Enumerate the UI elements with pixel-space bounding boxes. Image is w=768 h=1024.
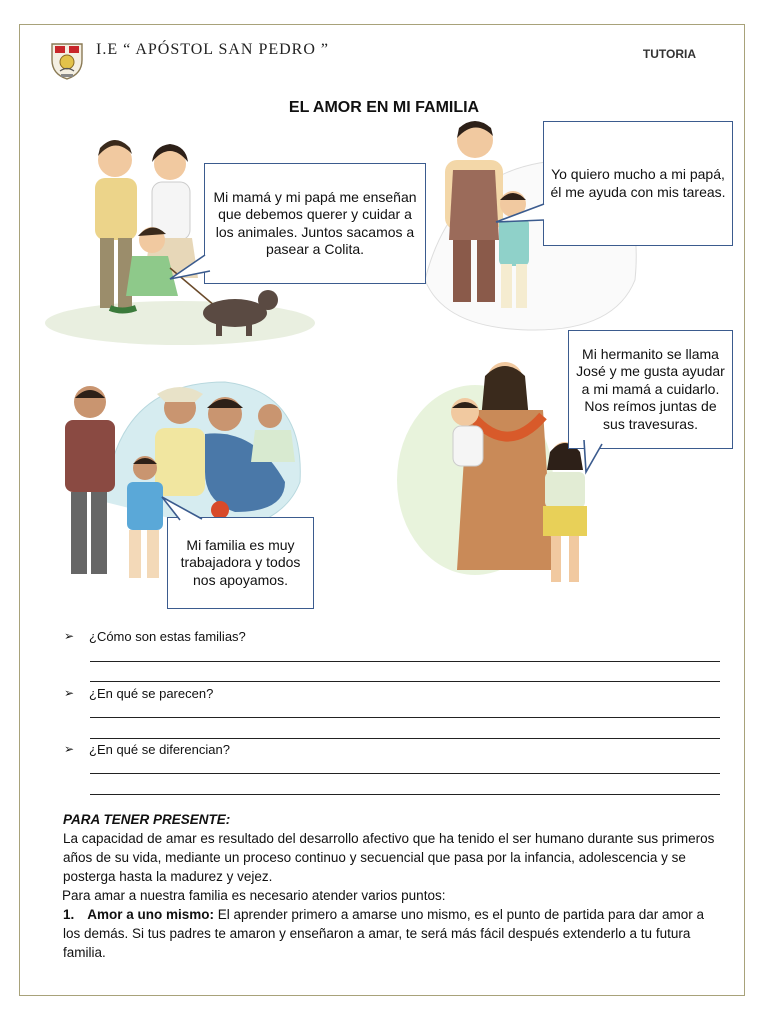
point-number: 1.	[63, 907, 75, 922]
point-text: El aprender primero a amarse uno mismo, es el punto de partida para dar amor a los demás. Si tus padres te amaron y enseñaron a amar, te será más fácil después extenderlo a tu futura familia.	[63, 907, 705, 960]
document-title: EL AMOR EN MI FAMILIA	[288, 99, 480, 116]
question-text: ¿En qué se parecen?	[89, 686, 214, 701]
answer-line[interactable]	[90, 681, 720, 682]
speech-bubble-little-brother: Mi hermanito se llama José y me gusta ayudar a mi mamá a cuidarlo. Nos reímos juntas de sus travesuras.	[568, 330, 733, 449]
bullet-arrow-icon: ➢	[64, 629, 75, 643]
header	[46, 38, 706, 82]
speech-bubble-tail	[494, 200, 554, 230]
speech-bubble-tail	[160, 495, 220, 525]
bullet-arrow-icon: ➢	[64, 686, 75, 700]
question-text: ¿En qué se diferencian?	[89, 742, 230, 757]
note-paragraph: La capacidad de amar es resultado del desarrollo afectivo que ha tenido el ser humano durante sus primeros años de su vida, mediante un proceso continuo y secuencial que pasa por la infancia, adolescencia y se posterga hasta la madurez y vejez.	[63, 831, 715, 884]
school-crest-logo	[46, 38, 88, 80]
speech-bubble-tail	[168, 255, 218, 285]
question-text: ¿Cómo son estas familias?	[89, 629, 246, 644]
note-title: PARA TENER PRESENTE:	[63, 812, 231, 827]
school-name: I.E “ APÓSTOL SAN PEDRO ”	[96, 41, 330, 58]
speech-bubble-tail	[580, 440, 620, 476]
answer-line[interactable]	[90, 717, 720, 718]
answer-line[interactable]	[90, 738, 720, 739]
note-section	[63, 810, 723, 962]
speech-bubble-animals: Mi mamá y mi papá me enseñan que debemos querer y cuidar a los animales. Juntos sacamos a pasear a Colita.	[204, 163, 426, 284]
answer-line[interactable]	[90, 794, 720, 795]
speech-bubble-hardworking: Mi familia es muy trabajadora y todos nos apoyamos.	[167, 517, 314, 609]
section-label: TUTORIA	[642, 47, 696, 61]
bullet-arrow-icon: ➢	[64, 742, 75, 756]
point-label: Amor a uno mismo:	[87, 907, 215, 922]
answer-line[interactable]	[90, 773, 720, 774]
answer-line[interactable]	[90, 661, 720, 662]
note-paragraph: Para amar a nuestra familia es necesario atender varios puntos:	[62, 888, 446, 903]
speech-bubble-homework: Yo quiero mucho a mi papá, él me ayuda con mis tareas.	[543, 121, 733, 246]
note-point-1	[63, 905, 723, 962]
